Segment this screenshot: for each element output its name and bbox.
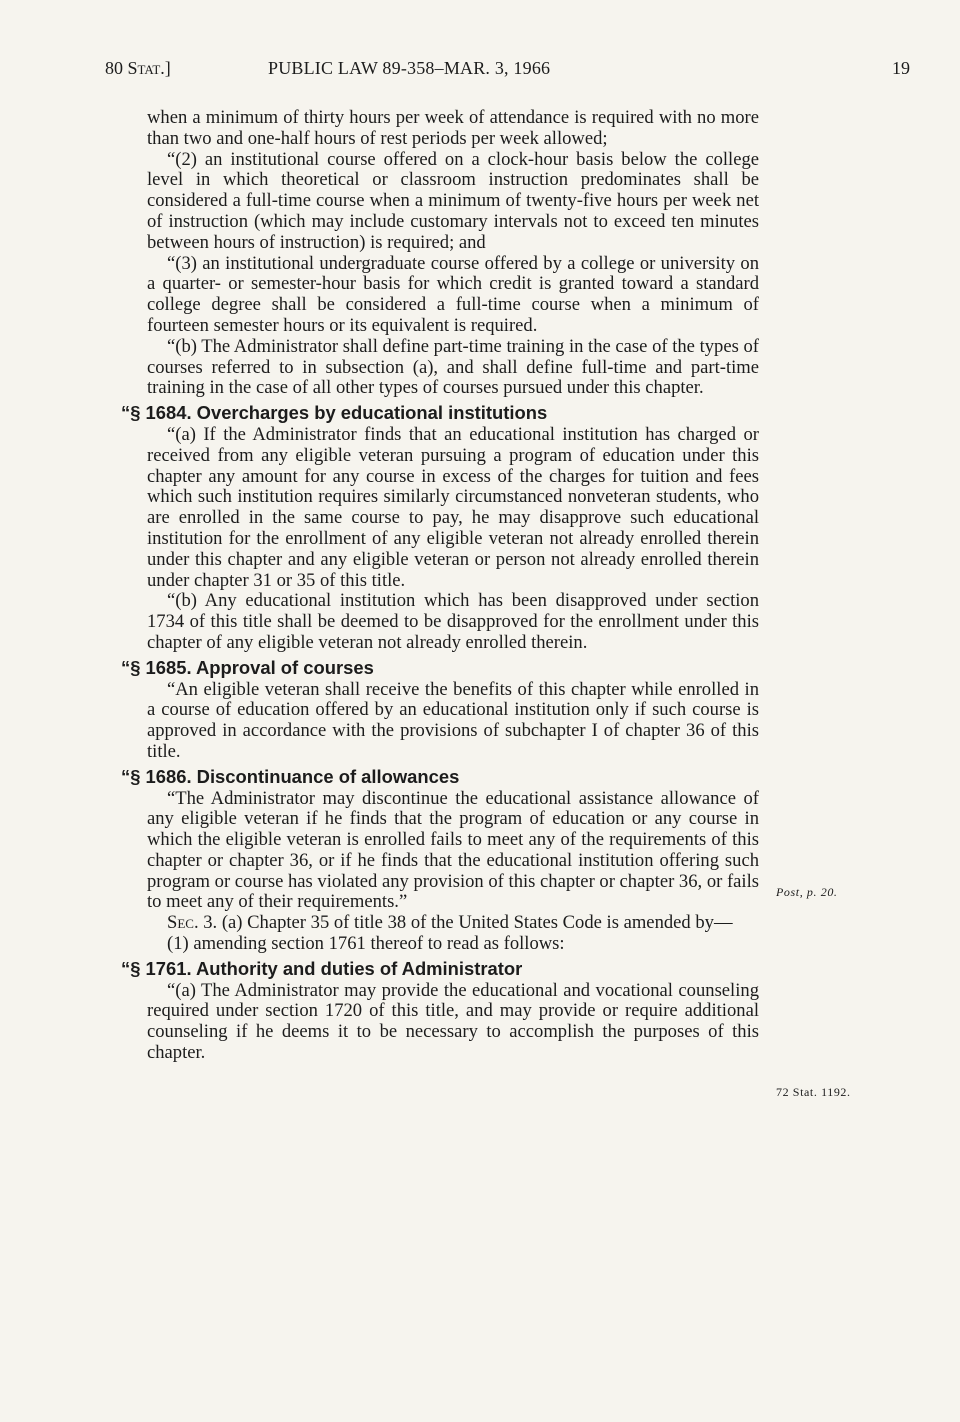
paragraph-text: (a) Chapter 35 of title 38 of the United States Code is amended by— <box>217 912 733 934</box>
section-heading: “§ 1684. Overcharges by educational institutions <box>121 402 548 424</box>
margin-note-post: Post, p. 20. <box>776 885 838 899</box>
paragraph <box>147 913 759 934</box>
page-header <box>105 58 910 84</box>
header-title: PUBLIC LAW 89-358–MAR. 3, 1966 <box>268 58 551 78</box>
paragraph: (1) amending section 1761 thereof to read as follows: <box>167 933 565 955</box>
section-heading: “§ 1685. Approval of courses <box>121 656 374 678</box>
paragraph: “(b) The Administrator shall define part-time training in the case of the types of courses referred to in subsection (a), and shall define full-time and part-time training in the case of all other types of courses pursued under this chapter. <box>147 335 759 399</box>
header-volume: 80 Stat.] <box>105 58 171 78</box>
margin-note-stat: 72 Stat. 1192. <box>776 1085 851 1099</box>
paragraph: “(2) an institutional course offered on a clock-hour basis below the college level in which theoretical or classroom instruction predominates shall be considered a full-time course when a minimum of twenty-five hours per week net of instruction (which may include customary intervals not to exceed ten minutes between hours of instruction) is required; and <box>147 148 759 253</box>
section-heading: “§ 1686. Discontinuance of allowances <box>121 765 460 787</box>
paragraph: “(a) If the Administrator finds that an educational institution has charged or received from any eligible veteran pursuing a program of education under this chapter any amount for any course in excess of the charges for tuition and fees which such institution requires similarly circumstanced nonveteran students, who are enrolled in the same course to pay, he may disapprove such educational institution for the enrollment of any eligible veteran not already enrolled therein under this chapter and any eligible veteran or person not already enrolled therein under chapter 31 or 35 of this title. <box>147 423 759 591</box>
page-number: 19 <box>892 58 910 78</box>
document-body <box>121 107 759 1064</box>
section-heading: “§ 1761. Authority and duties of Administrator <box>121 957 523 979</box>
paragraph: “(3) an institutional undergraduate course offered by a college or university on a quarter- or semester-hour basis for which credit is granted toward a standard college degree shall be considered a full-time course when a minimum of fourteen semester hours or its equivalent is required. <box>147 252 759 336</box>
paragraph-text: “The Administrator may discontinue the educational assistance allowance of any eligible veteran if he finds that the program of education or any course in which the eligible veteran is enrolled fails to meet any of the requirements of this chapter or chapter 36, or if he finds that the educational institution offering such program or course has violated any provision of this chapter or chapter 36, or fails to meet any of their requirements.” <box>147 787 759 913</box>
paragraph <box>147 789 759 914</box>
paragraph: “(a) The Administrator may provide the educational and vocational counseling required under section 1720 of this title, and may provide or require additional counseling if he deems it to be necessary to accomplish the purposes of this chapter. <box>147 979 759 1064</box>
paragraph: “An eligible veteran shall receive the benefits of this chapter while enrolled in a course of education offered by an educational institution only if such course is approved in accordance with the provisions of subchapter I of chapter 36 of this title. <box>147 678 759 762</box>
section-label: Sec. 3. <box>167 912 218 934</box>
paragraph: when a minimum of thirty hours per week of attendance is required with no more than two and one-half hours of rest periods per week allowed; <box>147 107 759 149</box>
paragraph: “(b) Any educational institution which has been disapproved under section 1734 of this title shall be deemed to be disapproved for the enrollment under this chapter of any eligible veteran not already enrolled therein. <box>147 590 759 653</box>
